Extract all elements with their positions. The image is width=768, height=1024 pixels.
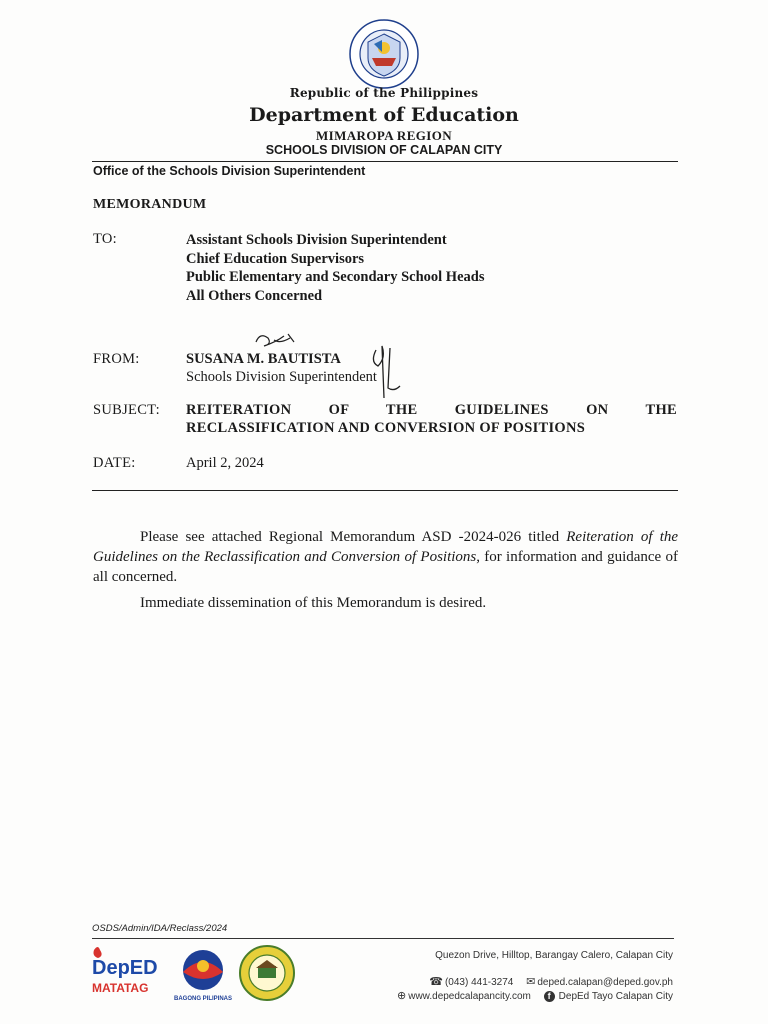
phone-icon: ☎ <box>429 976 443 988</box>
logo-matatag-text: MATATAG <box>92 981 149 995</box>
sdo-calapan-seal-logo <box>238 944 296 1002</box>
memo-date: April 2, 2024 <box>186 455 264 471</box>
footer-divider <box>92 938 674 939</box>
footer-email: deped.calapan@deped.gov.ph <box>537 977 673 988</box>
memo-divider <box>92 490 678 491</box>
logo-deped-text: DepED <box>92 957 158 979</box>
signature-mark <box>250 328 450 404</box>
facebook-icon: f <box>544 991 555 1002</box>
globe-icon: ⊕ <box>397 990 407 1002</box>
email-icon: ✉ <box>526 976 536 988</box>
body-p1-start: Please see attached Regional Memorandum ASD -2024-026 titled <box>140 529 560 545</box>
memo-title: MEMORANDUM <box>93 197 207 212</box>
division-heading: SCHOOLS DIVISION OF CALAPAN CITY <box>265 143 503 157</box>
date-label: DATE: <box>93 455 136 471</box>
footer-contact-row-1 <box>419 975 673 988</box>
subject-label: SUBJECT: <box>93 402 160 418</box>
from-name: SUSANA M. BAUTISTA <box>186 351 341 367</box>
deped-seal-logo <box>348 18 420 90</box>
bagong-pilipinas-logo <box>171 946 235 1004</box>
office-name: Office of the Schools Division Superintendent <box>93 164 366 178</box>
footer-contact-row-2 <box>387 989 673 1002</box>
footer-address: Quezon Drive, Hilltop, Barangay Calero, Calapan City <box>435 950 673 961</box>
region-heading: MIMAROPA REGION <box>315 128 453 143</box>
header-divider <box>92 161 678 162</box>
recipient: All Others Concerned <box>186 287 323 304</box>
subject-line-1: REITERATION OF THE GUIDELINES ON THE <box>186 402 677 418</box>
footer-phone: (043) 441-3274 <box>444 977 514 988</box>
recipient: Public Elementary and Secondary School Heads <box>186 269 485 285</box>
logo-bp-text: BAGONG PILIPINAS <box>173 996 233 1002</box>
body-paragraph-1 <box>93 527 678 587</box>
reference-code: OSDS/Admin/IDA/Reclass/2024 <box>92 923 228 934</box>
body-p1-italic: Reiteration of the Guidelines on the Reclassification and Conversion of Positions <box>93 529 679 565</box>
footer-website: www.depedcalapancity.com <box>408 991 531 1002</box>
department-heading: Department of Education <box>249 104 519 126</box>
republic-heading: Republic of the Philippines <box>289 86 479 100</box>
subject-line-2: RECLASSIFICATION AND CONVERSION OF POSITIONS <box>186 420 586 436</box>
body-paragraph-2: Immediate dissemination of this Memorandum is desired. <box>140 595 487 611</box>
from-label: FROM: <box>93 351 140 367</box>
to-label: TO: <box>93 231 117 247</box>
recipient: Chief Education Supervisors <box>186 250 365 267</box>
from-title: Schools Division Superintendent <box>186 369 377 385</box>
recipient: Assistant Schools Division Superintendent <box>186 232 447 248</box>
deped-matatag-logo <box>88 944 166 1000</box>
to-recipients <box>186 231 484 305</box>
body-p1-end: , for information and guidance of all concerned. <box>93 549 678 585</box>
footer-facebook: DepEd Tayo Calapan City <box>558 991 673 1002</box>
